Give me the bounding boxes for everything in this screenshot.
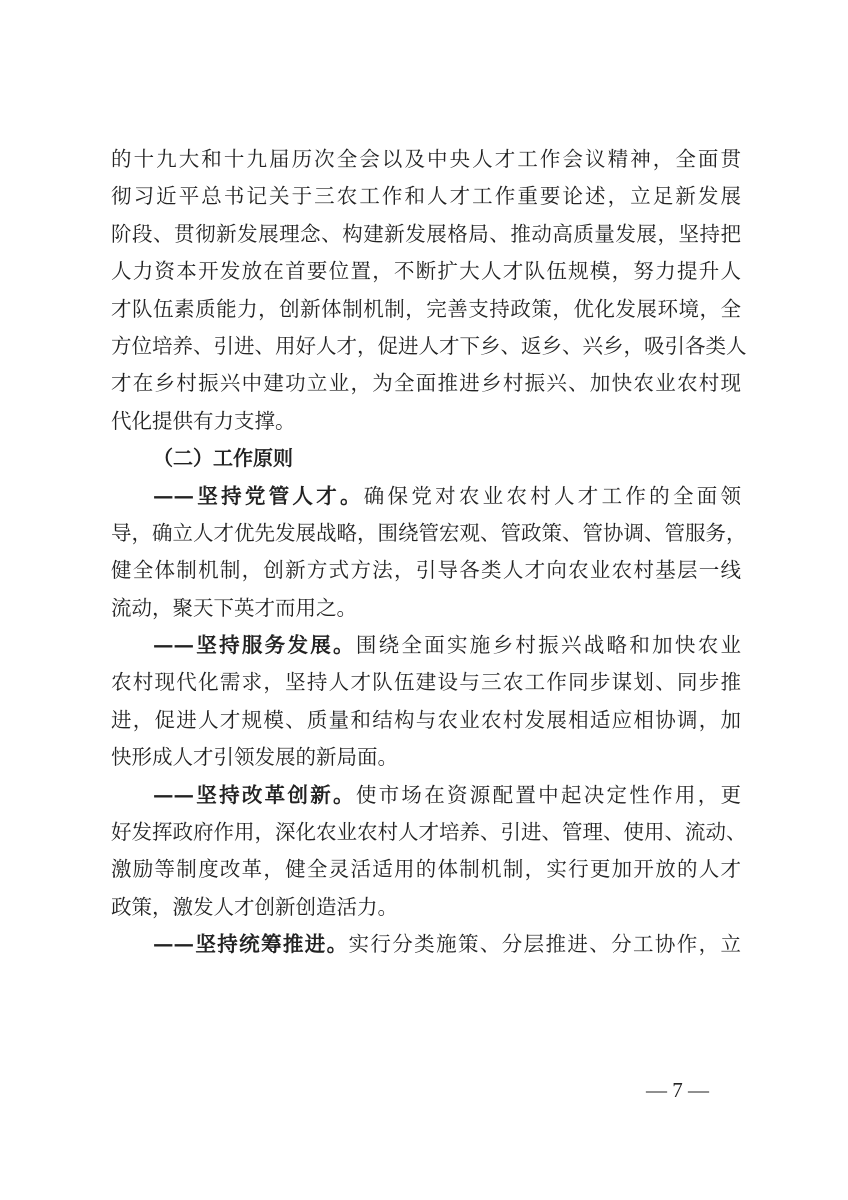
text-line: 好发挥政府作用，深化农业农村人才培养、引进、管理、使用、流动、 (111, 820, 747, 845)
page-number: — 7 — (646, 1078, 709, 1102)
principle-text: 确保党对农业农村人才工作的全面领 (363, 483, 742, 508)
principle-first-line (111, 926, 741, 963)
principle-text: 实行分类施策、分层推进、分工协作，立 (348, 932, 742, 957)
principle-paragraph (111, 926, 741, 963)
principle-first-line (111, 478, 741, 515)
text-line: 健全体制机制，创新方式方法，引导各类人才向农业农村基层一线 (111, 558, 741, 583)
document-body (111, 141, 747, 964)
text-line: 才在乡村振兴中建功立业，为全面推进乡村振兴、加快农业农村现 (111, 371, 741, 396)
text-line: 流动，聚天下英才而用之。 (111, 595, 357, 620)
principle-first-line (111, 777, 741, 814)
principle-paragraph (111, 627, 741, 777)
principle-title: ——坚持改革创新。 (153, 782, 356, 807)
principle-paragraph (111, 478, 747, 628)
text-line: 方位培养、引进、用好人才，促进人才下乡、返乡、兴乡，吸引各类人 (111, 333, 747, 358)
principle-title: ——坚持党管人才。 (153, 483, 364, 508)
section-heading: （二）工作原则 (153, 446, 293, 471)
principle-paragraph (111, 777, 747, 927)
text-line: 的十九大和十九届历次全会以及中央人才工作会议精神，全面贯 (111, 147, 741, 171)
principle-text: 使市场在资源配置中起决定性作用，更 (355, 782, 742, 807)
principle-title: ——坚持统筹推进。 (153, 932, 349, 957)
text-line: 导，确立人才优先发展战略，围绕管宏观、管政策、管协调、管服务， (111, 520, 747, 545)
principle-text: 围绕全面实施乡村振兴战略和加快农业 (355, 633, 742, 658)
text-line: 代化提供有力支撑。 (111, 408, 296, 433)
principle-title: ——坚持服务发展。 (153, 633, 356, 658)
text-line: 农村现代化需求，坚持人才队伍建设与三农工作同步谋划、同步推 (111, 670, 741, 695)
text-line: 人力资本开发放在首要位置，不断扩大人才队伍规模，努力提升人 (111, 259, 741, 284)
text-line: 彻习近平总书记关于三农工作和人才工作重要论述，立足新发展 (111, 184, 741, 209)
text-line: 才队伍素质能力，创新体制机制，完善支持政策，优化发展环境，全 (111, 296, 741, 321)
text-line: 政策，激发人才创新创造活力。 (111, 894, 398, 919)
text-line: 快形成人才引领发展的新局面。 (111, 745, 398, 770)
text-line: 阶段、贯彻新发展理念、构建新发展格局、推动高质量发展，坚持把 (111, 221, 741, 246)
principle-first-line (111, 627, 741, 664)
intro-paragraph (111, 141, 747, 440)
text-line: 激励等制度改革，健全灵活适用的体制机制，实行更加开放的人才 (111, 857, 741, 882)
text-line: 进，促进人才规模、质量和结构与农业农村发展相适应相协调，加 (111, 707, 741, 732)
